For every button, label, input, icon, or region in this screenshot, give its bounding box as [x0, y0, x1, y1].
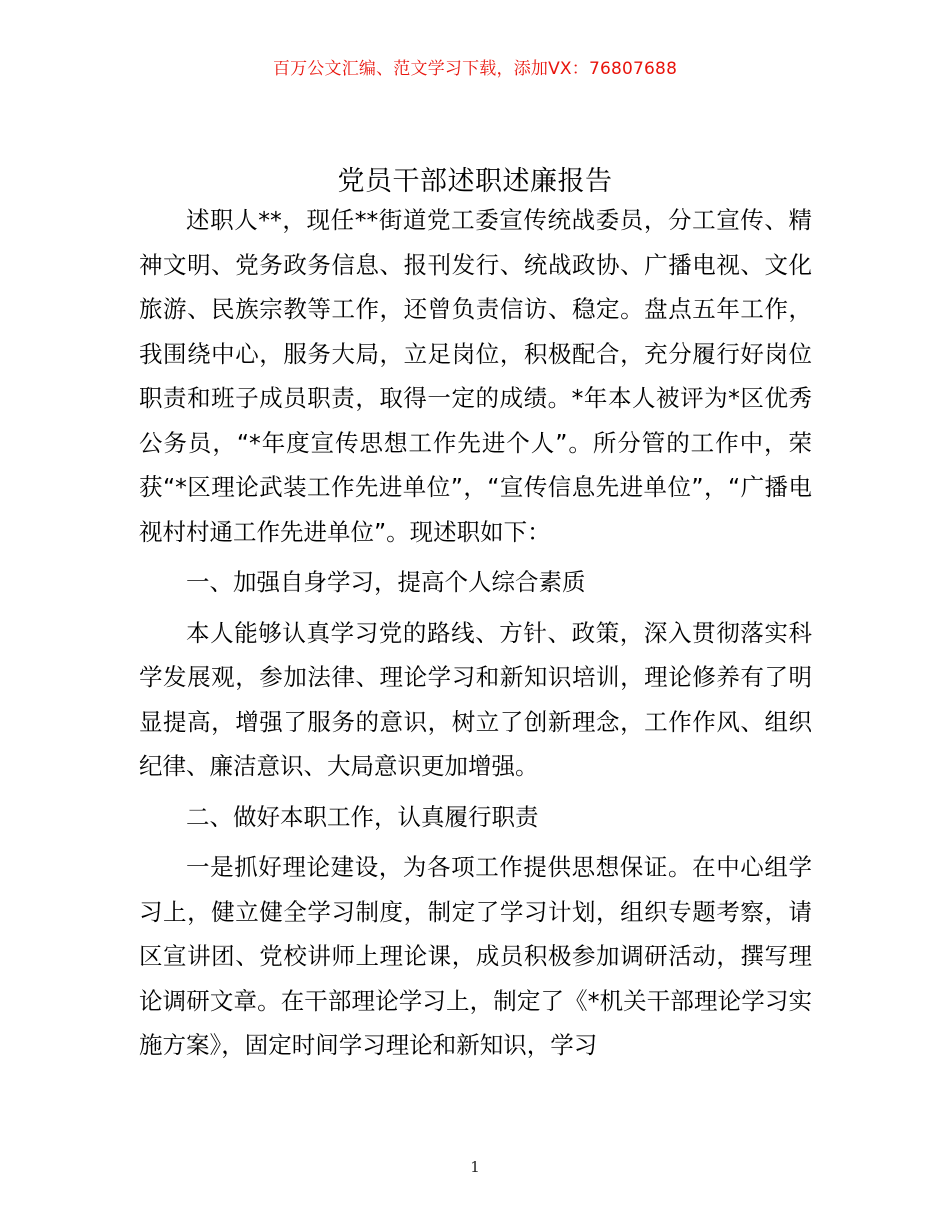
- document-title: 党员干部述职述廉报告: [337, 166, 613, 197]
- paragraph-study: 本人能够认真学习党的路线、方针、政策，深入贯彻落实科学发展观，参加法律、理论学习和新知识培训，理论修养有了明显提高，增强了服务的意识，树立了创新理念，工作作风、组织纪律、廉洁意识、大局意识更加增强。: [139, 618, 812, 780]
- section-heading-2: 二、做好本职工作，认真履行职责: [186, 802, 539, 831]
- paragraph-theory: 一是抓好理论建设，为各项工作提供思想保证。在中心组学习上，健立健全学习制度，制定了学习计划，组织专题考察，请区宣讲团、党校讲师上理论课，成员积极参加调研活动，撰写理论调研文章。在干部理论学习上，制定了《*机关干部理论学习实施方案》，固定时间学习理论和新知识，学习: [139, 853, 812, 1059]
- header-banner: 百万公文汇编、范文学习下载，添加VX：76807688: [272, 59, 678, 79]
- section-heading-1: 一、加强自身学习，提高个人综合素质: [186, 568, 586, 596]
- paragraph-intro: 述职人**，现任**街道党工委宣传统战委员，分工宣传、精神文明、党务政务信息、报刊发行、统战政协、广播电视、文化旅游、民族宗教等工作，还曾负责信访、稳定。盘点五年工作，我围绕中心，服务大局，立足岗位，积极配合，充分履行好岗位职责和班子成员职责，取得一定的成绩。*年本人被评为*区优秀公务员，“*年度宣传思想工作先进个人”。所分管的工作中，荣获“*区理论武装工作先进单位”，“宣传信息先进单位”，“广播电视村村通工作先进单位”。现述职如下：: [139, 206, 812, 546]
- document-body: [139, 198, 812, 1068]
- page-number: 1: [470, 1158, 480, 1176]
